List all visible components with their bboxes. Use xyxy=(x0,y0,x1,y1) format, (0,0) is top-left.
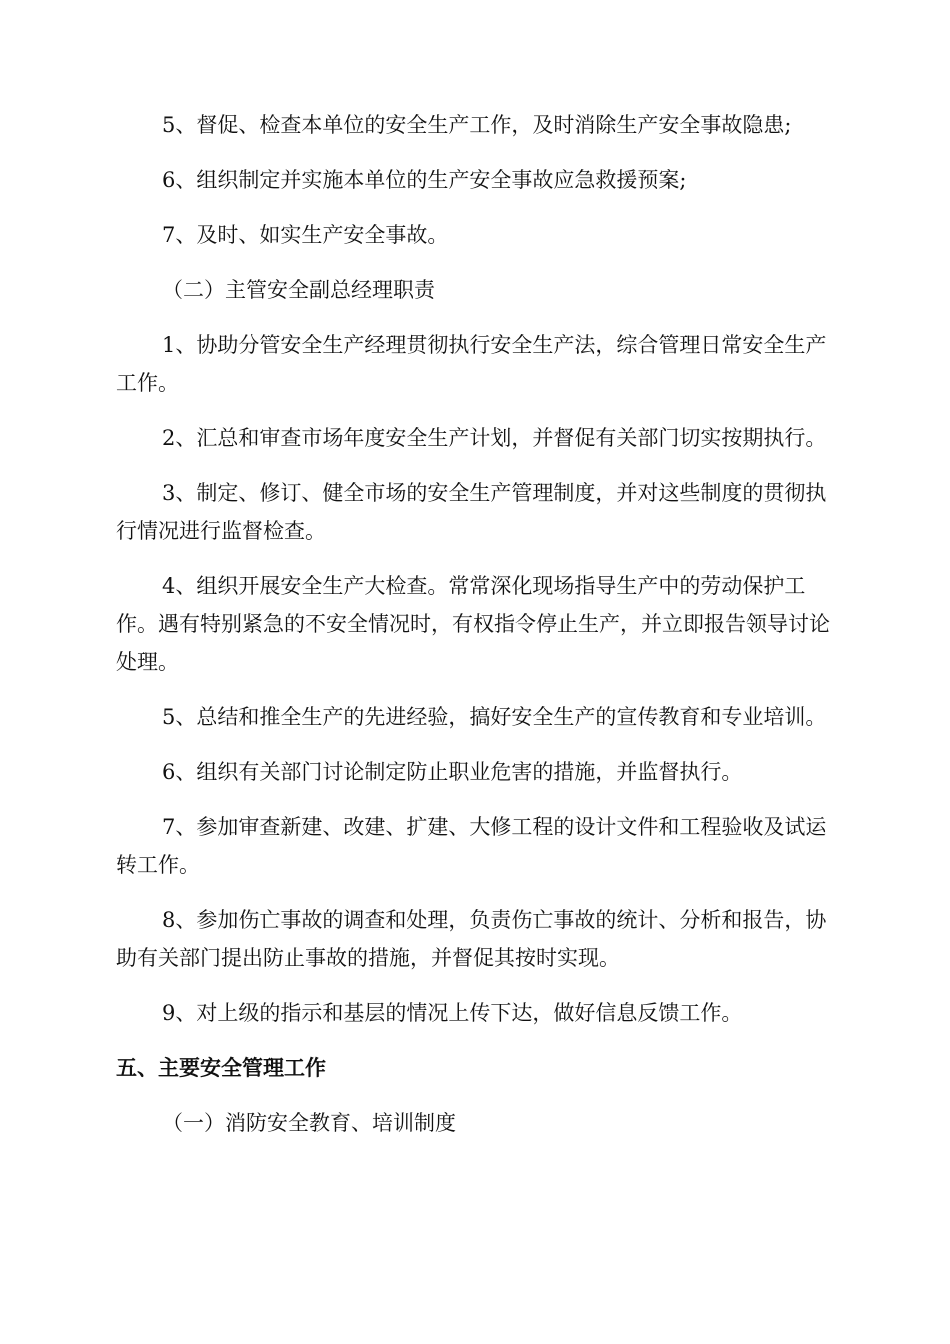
duty-item: 1、协助分管安全生产经理贯彻执行安全生产法，综合管理日常安全生产工作。 xyxy=(116,333,827,395)
subsection-title: （二）主管安全副总经理职责 xyxy=(162,278,435,302)
duty-item: 3、制定、修订、健全市场的安全生产管理制度，并对这些制度的贯彻执行情况进行监督检查。 xyxy=(116,481,827,543)
paragraph: 7、及时、如实生产安全事故。 xyxy=(162,223,449,247)
duty-item: 7、参加审查新建、改建、扩建、大修工程的设计文件和工程验收及试运转工作。 xyxy=(116,815,827,877)
duty-item: 5、总结和推全生产的先进经验，搞好安全生产的宣传教育和专业培训。 xyxy=(162,705,827,729)
duty-item: 6、组织有关部门讨论制定防止职业危害的措施，并监督执行。 xyxy=(162,760,743,784)
duty-item: 9、对上级的指示和基层的情况上传下达，做好信息反馈工作。 xyxy=(162,1001,743,1025)
duty-item: 8、参加伤亡事故的调查和处理，负责伤亡事故的统计、分析和报告，协助有关部门提出防止事故的措施，并督促其按时实现。 xyxy=(116,908,827,970)
duty-item: 2、汇总和审查市场年度安全生产计划，并督促有关部门切实按期执行。 xyxy=(162,426,827,450)
paragraph: 6、组织制定并实施本单位的生产安全事故应急救援预案; xyxy=(162,168,687,192)
section-heading: 五、主要安全管理工作 xyxy=(116,1056,326,1080)
duty-item: 4、组织开展安全生产大检查。常常深化现场指导生产中的劳动保护工作。遇有特别紧急的不安全情况时，有权指令停止生产，并立即报告领导讨论处理。 xyxy=(116,574,830,674)
paragraph: 5、督促、检查本单位的安全生产工作，及时消除生产安全事故隐患; xyxy=(162,113,792,137)
section-subtitle: （一）消防安全教育、培训制度 xyxy=(162,1111,456,1135)
document-body xyxy=(116,106,836,1159)
